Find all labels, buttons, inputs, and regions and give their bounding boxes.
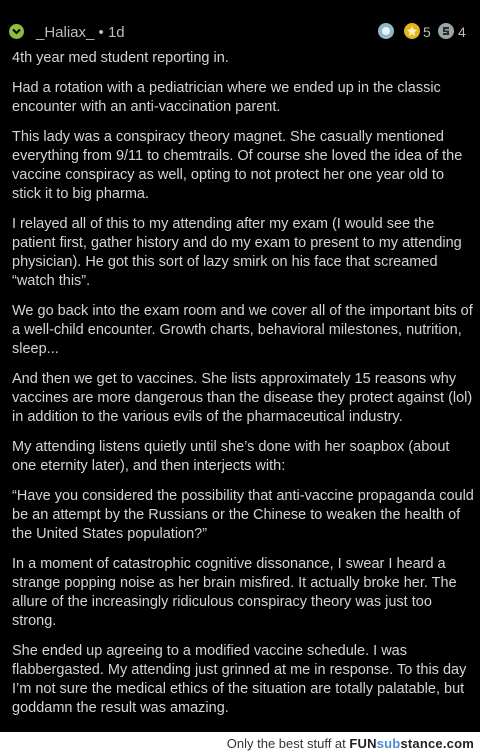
comment-paragraph: Had a rotation with a pediatrician where we ended up in the classic encounter with an anti-vaccination parent. bbox=[12, 80, 441, 115]
watermark-footer bbox=[0, 732, 480, 755]
comment-paragraph: This lady was a conspiracy theory magnet. She casually mentioned everything from 9/11 to chemtrails. Of course she loved the idea of the vaccine conspiracy as well, opting to not protect her one year old to stick it to big pharma. bbox=[12, 129, 463, 202]
funsubstance-logo[interactable]: FUNsubstance.com bbox=[349, 736, 474, 751]
comment-paragraph: 4th year med student reporting in. bbox=[12, 50, 229, 66]
watermark-tagline: Only the best stuff at bbox=[226, 736, 346, 751]
comment-paragraph: “Have you considered the possibility that anti-vaccine propaganda could be an attempt by the Russians or the Chinese to weaken the health of the United States population?” bbox=[12, 488, 474, 542]
awards-bar[interactable] bbox=[378, 23, 474, 41]
comment-header bbox=[0, 0, 480, 40]
watermark-text bbox=[227, 736, 474, 751]
comment-age: • 1d bbox=[98, 24, 125, 41]
platinum-award-count: 4 bbox=[458, 24, 466, 40]
comment-paragraph: We go back into the exam room and we cover all of the important bits of a well-child encounter. Growth charts, behavioral milestones, nutrition, sleep... bbox=[12, 303, 473, 357]
platinum-award-icon bbox=[438, 23, 454, 39]
comment-paragraph: I relayed all of this to my attending after my exam (I would see the patient first, gather history and do my exam to present to my attending physician). He got this sort of lazy smirk on his face that screamed “watch this”. bbox=[12, 216, 462, 289]
comment-body bbox=[12, 49, 474, 729]
username[interactable]: _Haliax_ bbox=[36, 24, 95, 41]
comment-paragraph: My attending listens quietly until she’s done with her soapbox (about one eternity later), and then interjects with: bbox=[12, 439, 450, 474]
collapse-chevron-icon[interactable] bbox=[9, 24, 24, 39]
comment-paragraph: She ended up agreeing to a modified vaccine schedule. I was flabbergasted. My attending just grinned at me in response. To this day I’m not sure the medical ethics of the situation are totally palatable, but goddamn the result was amazing. bbox=[12, 643, 467, 716]
comment-paragraph: And then we get to vaccines. She lists approximately 15 reasons why vaccines are more dangerous than the disease they protect against (lol) in addition to the various evils of the pharmaceutical industry. bbox=[12, 371, 473, 425]
silver-award-icon bbox=[378, 23, 394, 39]
gold-award-icon bbox=[404, 23, 420, 39]
gold-award-count: 5 bbox=[423, 24, 431, 40]
comment-author-line bbox=[36, 24, 125, 41]
comment-paragraph: In a moment of catastrophic cognitive dissonance, I swear I heard a strange popping noise as her brain misfired. It actually broke her. The allure of the increasingly ridiculous conspiracy theory was just too strong. bbox=[12, 556, 457, 629]
